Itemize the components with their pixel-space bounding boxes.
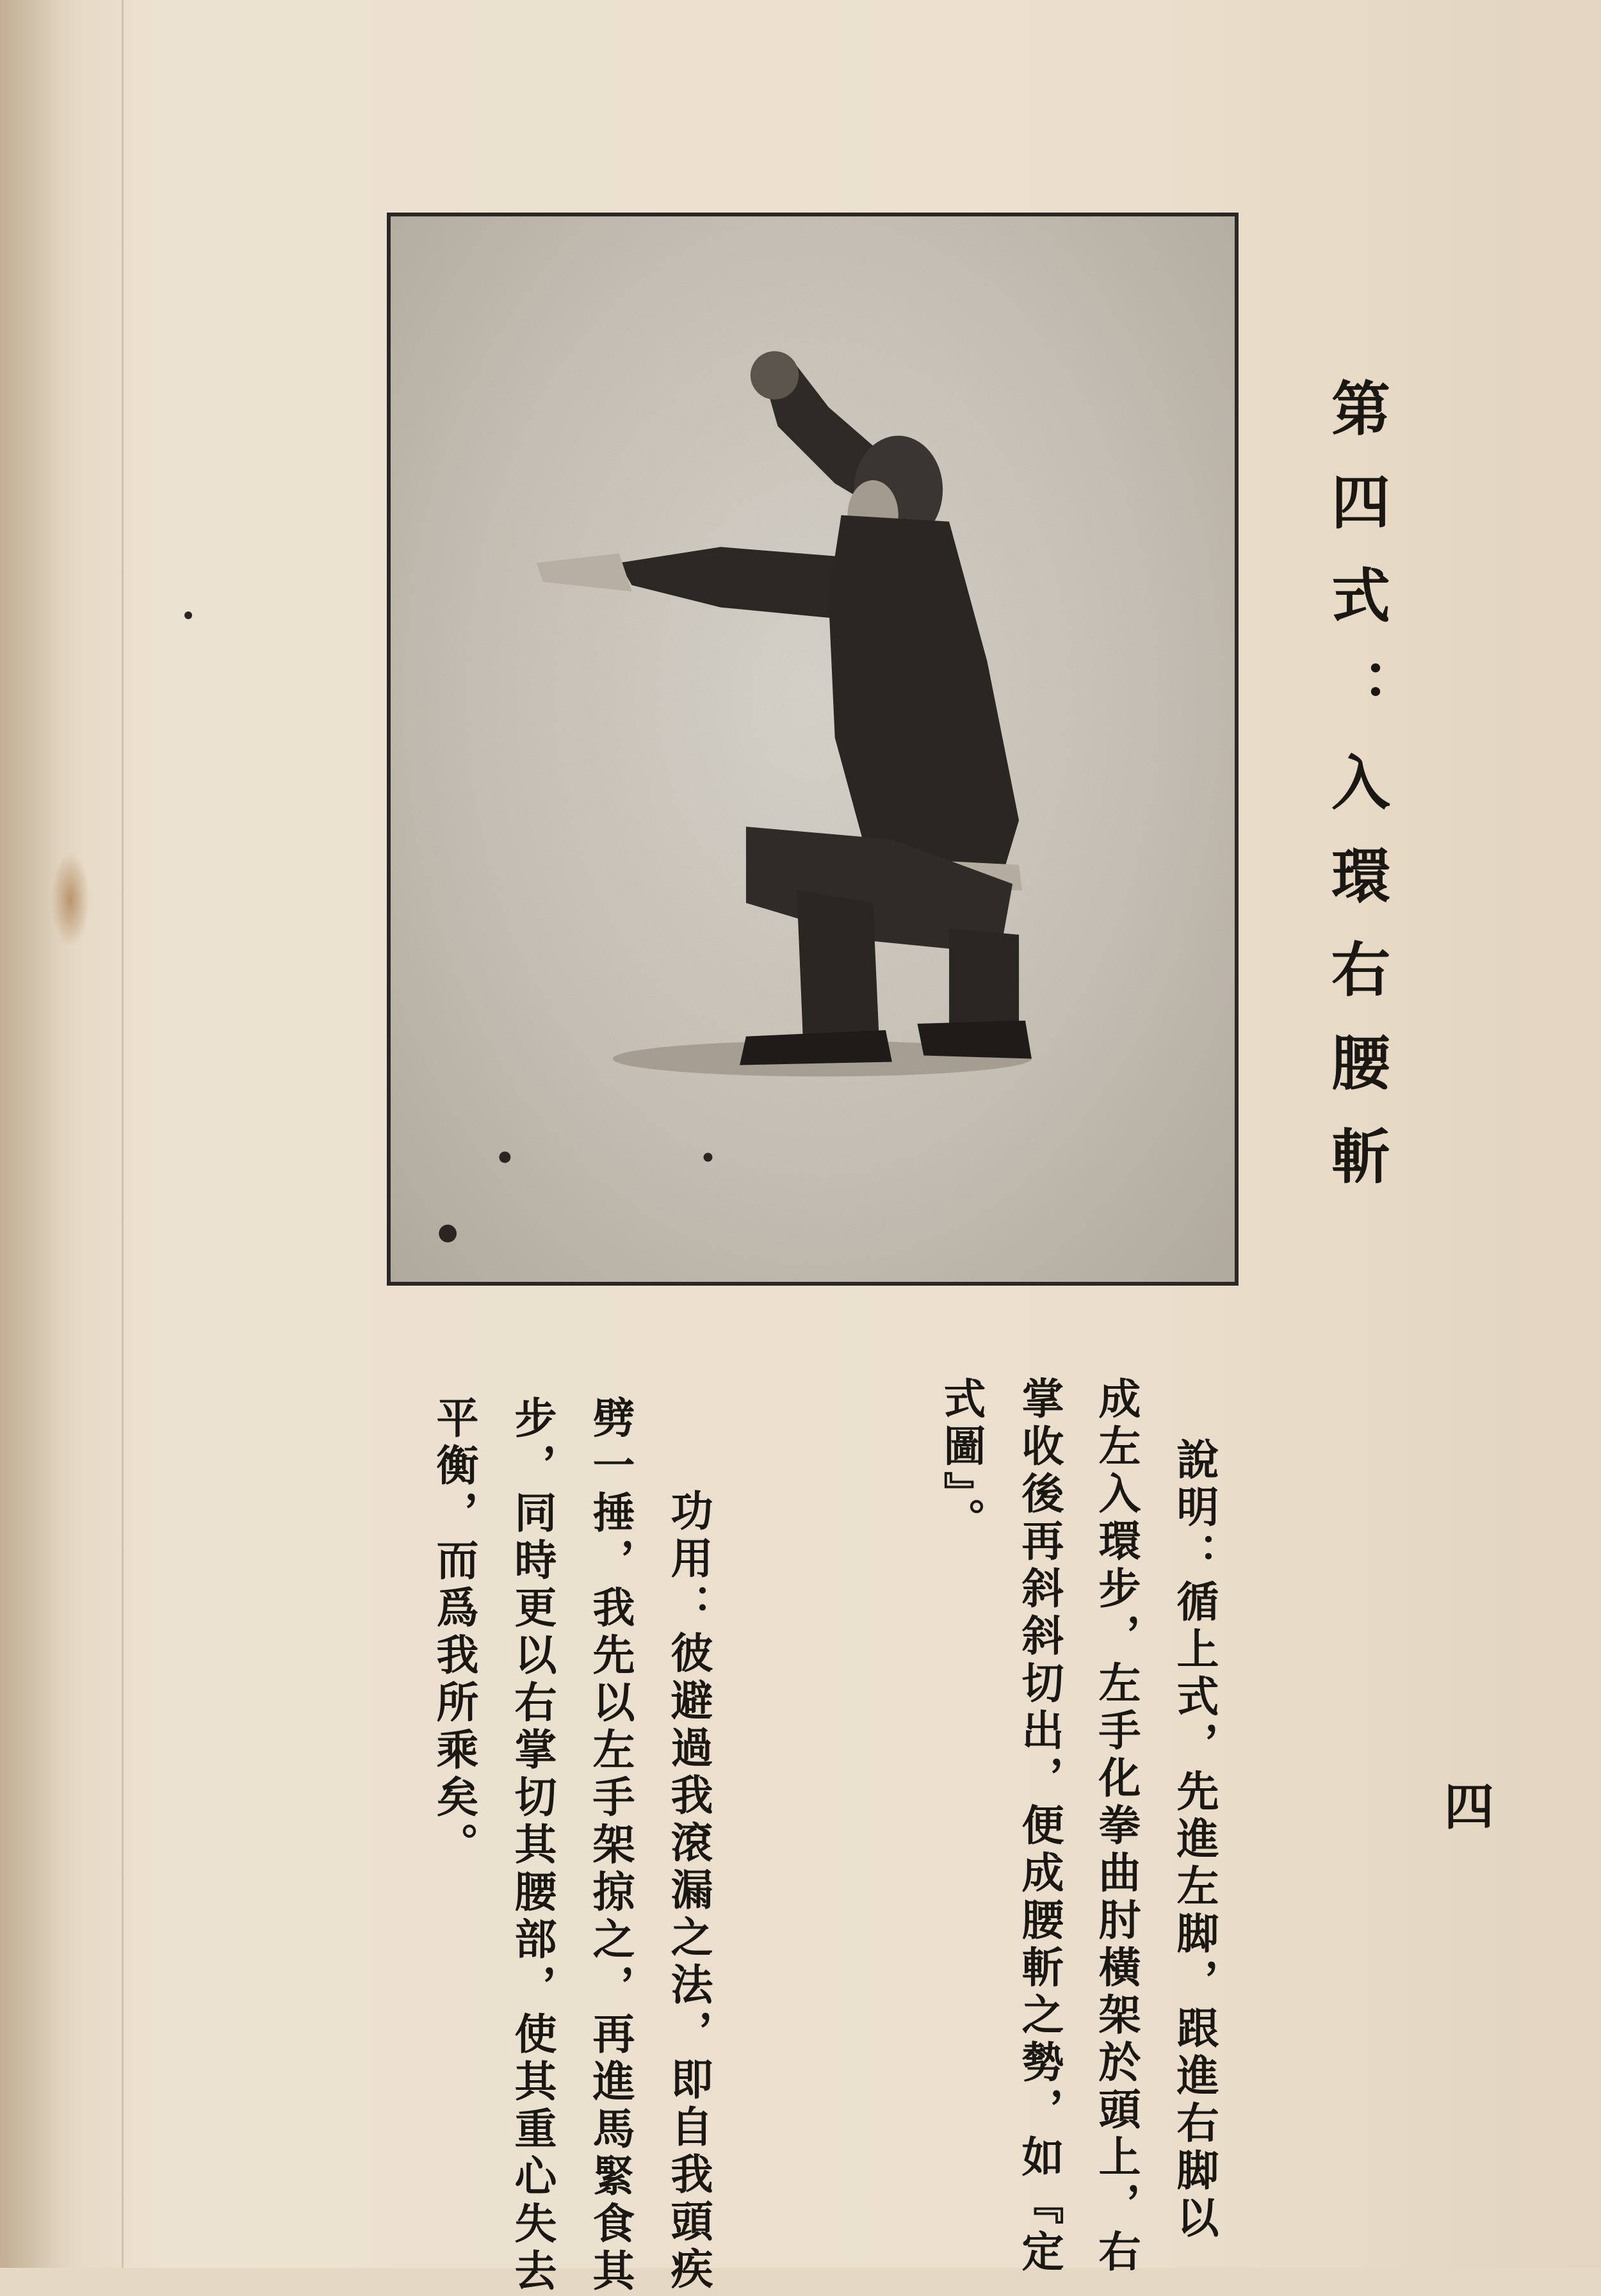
function-line-4: 平衡，而爲我所乘矣。	[429, 1396, 479, 1870]
explanation-line-3: 掌收後再斜斜切出，便成腰斬之勢，如『定	[1014, 1377, 1064, 2277]
binding-fold	[0, 0, 147, 2268]
ink-speck	[184, 611, 192, 619]
explanation-line-1: 說明：循上式，先進左脚，跟進右脚以	[1169, 1437, 1219, 2243]
posture-title: 第四式：入環右腰斬	[1322, 378, 1391, 1219]
paper-stain	[51, 852, 90, 948]
explanation-line-2: 成左入環步，左手化拳曲肘橫架於頭上，右	[1091, 1377, 1141, 2277]
figure-illustration	[391, 216, 1235, 1282]
explanation-line-4: 式圖』。	[936, 1377, 986, 1545]
page-number: 四	[1444, 1778, 1495, 1836]
posture-photograph	[387, 213, 1239, 1286]
function-line-1: 功用：彼避過我滾漏之法，即自我頭疾	[663, 1489, 713, 2294]
function-line-3: 步，同時更以右掌切其腰部，使其重心失去	[507, 1396, 557, 2296]
function-line-2: 劈一捶，我先以左手架掠之，再進馬緊食其	[585, 1396, 635, 2296]
fold-crease	[122, 0, 124, 2268]
